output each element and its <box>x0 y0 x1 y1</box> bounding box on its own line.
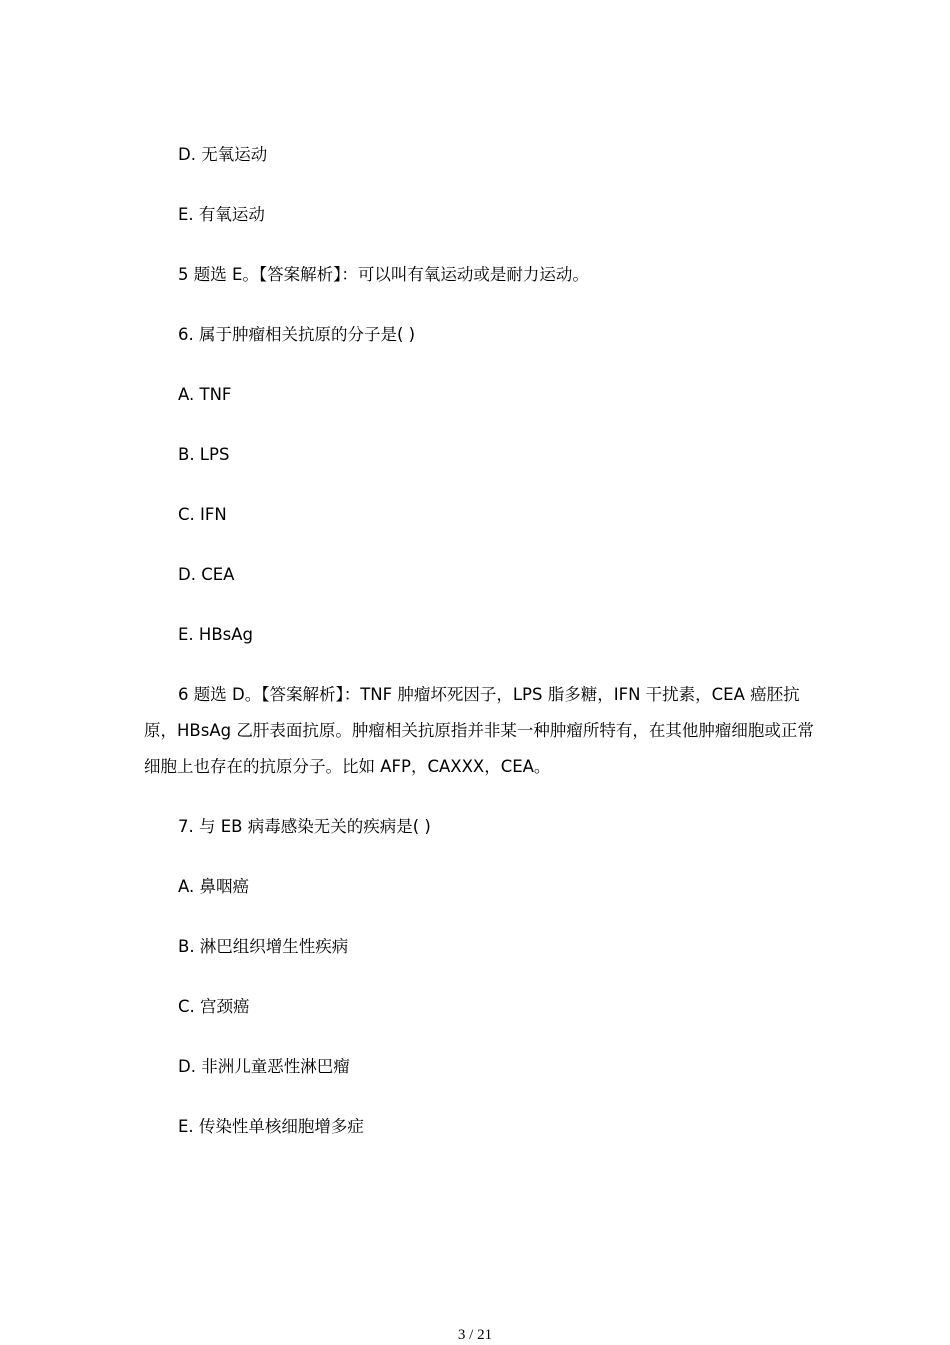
q7-option-b: B. 淋巴组织增生性疾病 <box>178 937 349 956</box>
q5-option-e: E. 有氧运动 <box>178 205 265 224</box>
q5-option-d: D. 无氧运动 <box>178 145 268 164</box>
q7-option-a: A. 鼻咽癌 <box>178 877 249 896</box>
q5-answer-explanation: 5 题选 E。【答案解析】：可以叫有氧运动或是耐力运动。 <box>178 265 589 284</box>
q6-answer-explanation: 6 题选 D。【答案解析】：TNF 肿瘤坏死因子，LPS 脂多糖，IFN 干扰素，CEA 癌胚抗原，HBsAg 乙肝表面抗原。肿瘤相关抗原指并非某一种肿瘤所特有，在其他肿瘤细胞或正常细胞上也存在的抗原分子。比如 AFP，CAXXX，CEA。 <box>144 685 814 776</box>
q7-option-e: E. 传染性单核细胞增多症 <box>178 1117 364 1136</box>
q7-option-d: D. 非洲儿童恶性淋巴瘤 <box>178 1057 350 1076</box>
q7-option-c: C. 宫颈癌 <box>178 997 250 1016</box>
q6-option-c: C. IFN <box>178 505 227 524</box>
page-number: 3 / 21 <box>457 1327 493 1343</box>
q7-question-stem: 7. 与 EB 病毒感染无关的疾病是( ) <box>178 817 431 836</box>
q6-question-stem: 6. 属于肿瘤相关抗原的分子是( ) <box>178 325 416 344</box>
q6-option-a: A. TNF <box>178 385 232 404</box>
q6-option-b: B. LPS <box>178 445 230 464</box>
q6-option-e: E. HBsAg <box>178 625 253 644</box>
q6-option-d: D. CEA <box>178 565 235 584</box>
